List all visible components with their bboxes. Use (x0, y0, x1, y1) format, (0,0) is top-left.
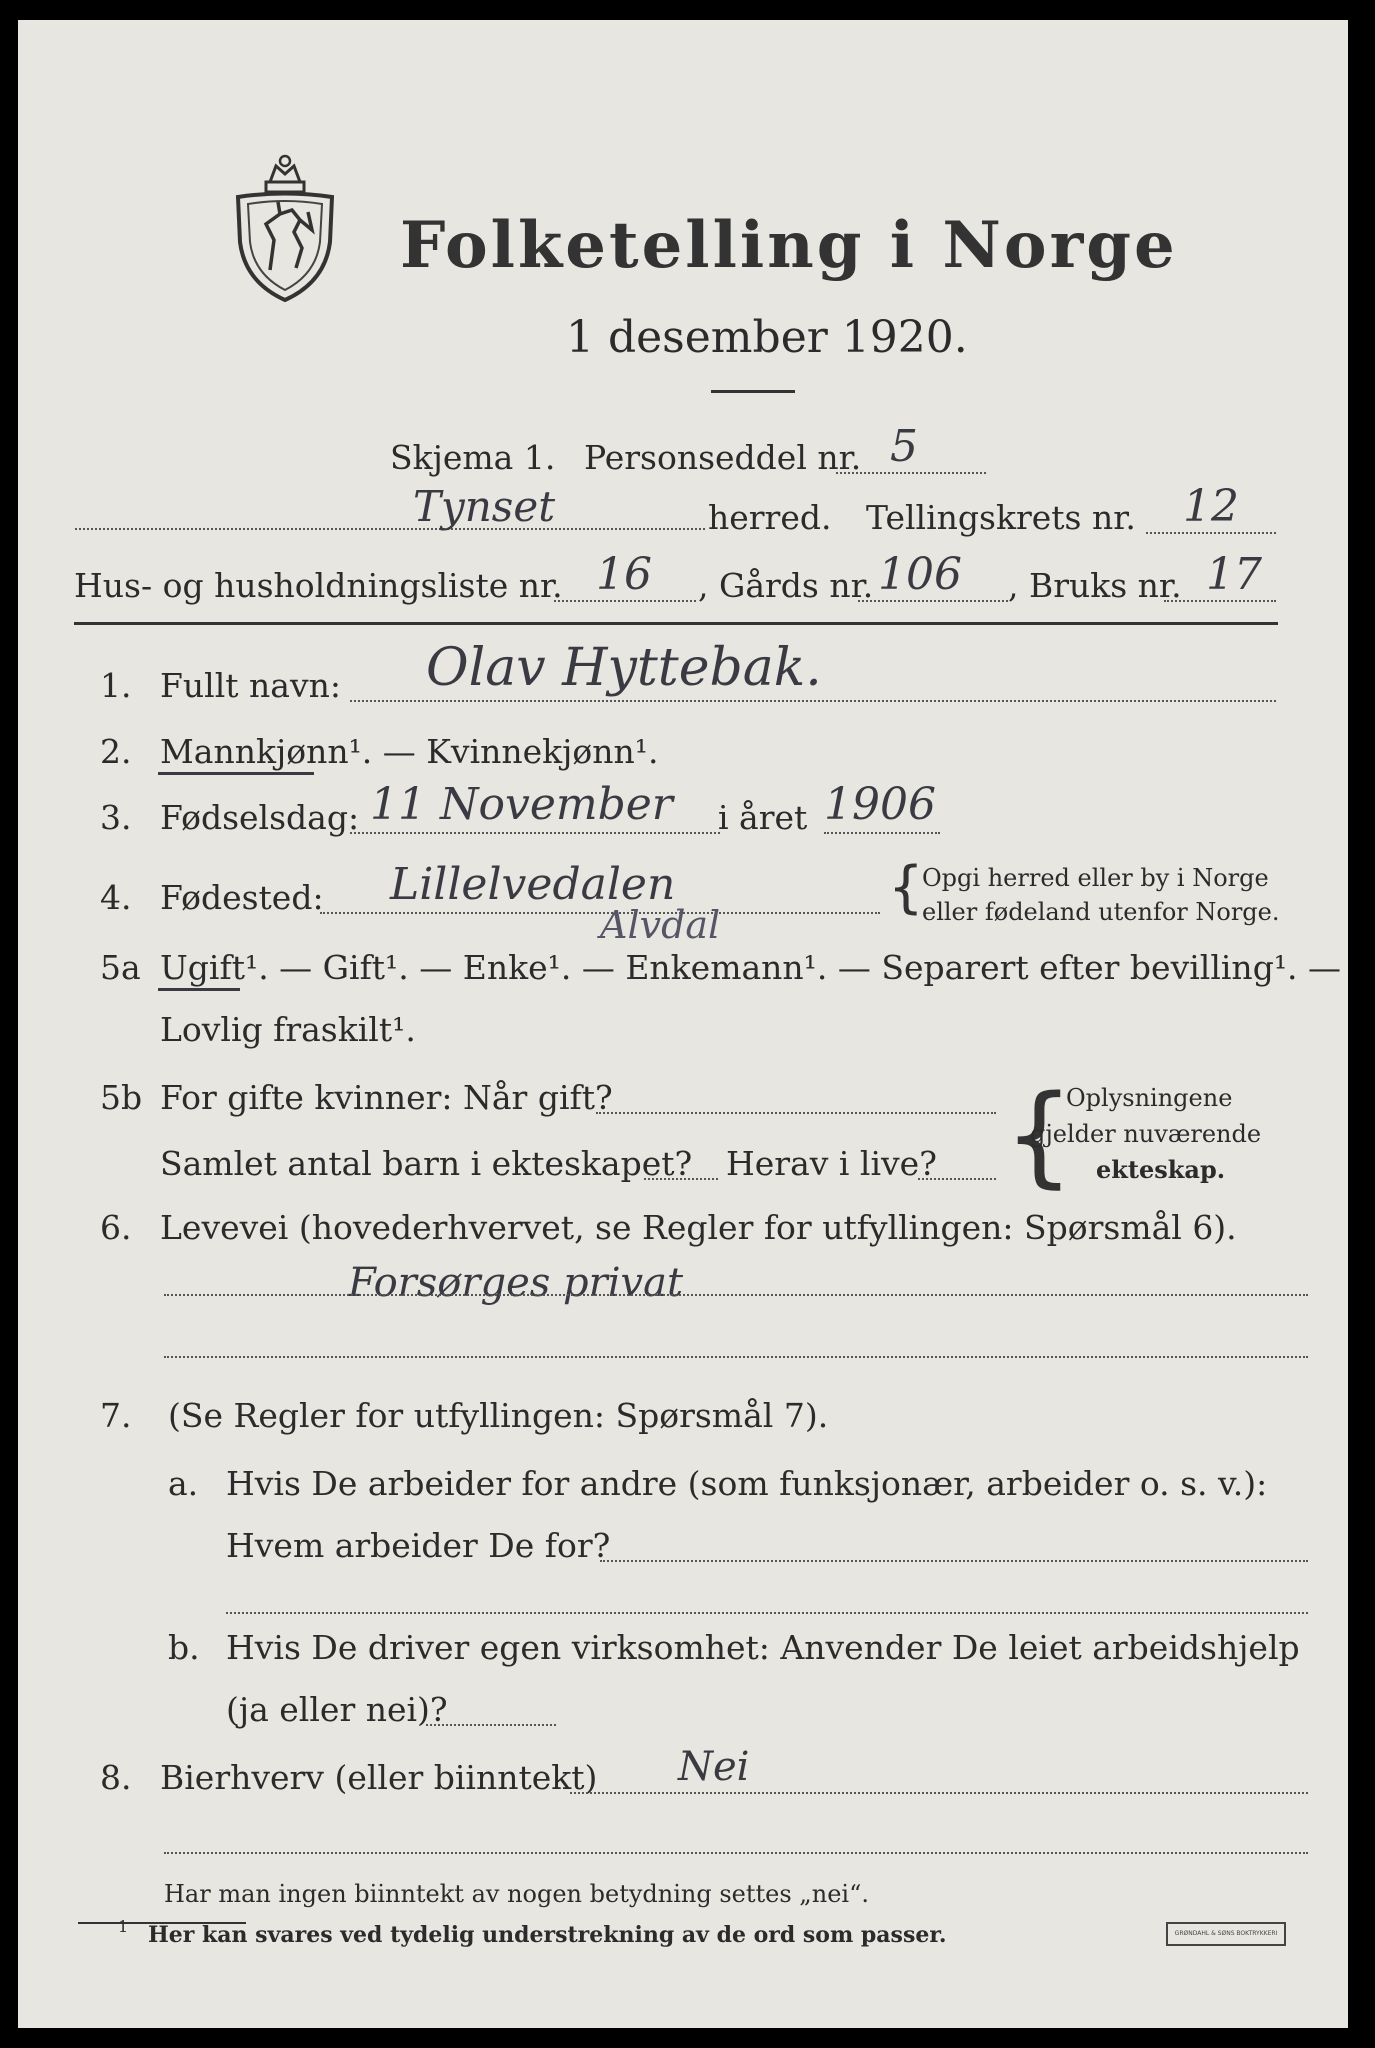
q3-label: Fødselsdag: (160, 798, 360, 837)
norwegian-coat-of-arms-icon (230, 152, 340, 302)
personseddel-label: Personseddel nr. (584, 438, 862, 477)
q5b-alive-line (918, 1178, 996, 1180)
herred-line (75, 528, 705, 530)
tellingskrets-line (1146, 532, 1276, 534)
q4-label: Fødested: (160, 878, 324, 917)
q1-line (350, 700, 1276, 702)
q7b-line1: Hvis De driver egen virksomhet: Anvender De leiet arbeidshjelp (226, 1628, 1300, 1667)
q3-day-line (350, 832, 720, 834)
herred-value: Tynset (413, 482, 556, 531)
form-title: Folketelling i Norge (400, 208, 1178, 283)
q8-number: 8. (100, 1758, 132, 1797)
q8-line (570, 1792, 1308, 1794)
husliste-label: Hus- og husholdningsliste nr. (74, 566, 563, 605)
q5b-children-label: Samlet antal barn i ekteskapet? (160, 1144, 693, 1183)
q5b-line1: For gifte kvinner: Når gift? (160, 1078, 613, 1117)
printer-stamp-text: GRØNDAHL & SØNS BOKTRYKKERI (1174, 1930, 1278, 1937)
q5b-note-line1: Oplysningene (1066, 1084, 1233, 1112)
q4-number: 4. (100, 878, 132, 917)
q5b-children-line (644, 1178, 718, 1180)
skjema-label: Skjema 1. (390, 438, 556, 477)
bruks-label: , Bruks nr. (1008, 566, 1182, 605)
q1-number: 1. (100, 666, 132, 705)
q7b-line2: (ja eller nei)? (226, 1690, 448, 1729)
bruks-line (1164, 600, 1276, 602)
q6-line1 (164, 1294, 1308, 1296)
herred-label: herred. (708, 498, 832, 537)
q5b-note-line3: ekteskap. (1096, 1155, 1226, 1184)
q7a-line1: Hvis De arbeider for andre (som funksjonær, arbeider o. s. v.): (226, 1464, 1268, 1503)
q5a-selection-underline (158, 988, 240, 991)
q4-note-line2: eller fødeland utenfor Norge. (922, 898, 1280, 926)
q5a-line2: Lovlig fraskilt¹. (160, 1010, 416, 1049)
q7a-employer-line2 (226, 1612, 1308, 1614)
q5b-married-line (596, 1112, 996, 1114)
q8-value: Nei (678, 1744, 750, 1790)
q3-year-value: 1906 (824, 779, 936, 830)
q3-year-line (824, 832, 940, 834)
q6-line2 (164, 1356, 1308, 1358)
q5b-alive-label: Herav i live? (726, 1144, 937, 1183)
title-divider (711, 390, 795, 393)
header-rule (74, 622, 1278, 625)
printer-stamp (1166, 1922, 1286, 1946)
q1-label: Fullt navn: (160, 666, 341, 705)
husliste-line (554, 600, 696, 602)
q7a-number: a. (168, 1464, 199, 1503)
q4-note-line1: Opgi herred eller by i Norge (922, 864, 1269, 892)
personseddel-value: 5 (890, 421, 918, 472)
personseddel-line (836, 472, 986, 474)
tellingskrets-value: 12 (1183, 481, 1239, 532)
q2-selection-underline (158, 772, 314, 775)
q7a-employer-line (600, 1560, 1308, 1562)
q7b-number: b. (168, 1628, 200, 1667)
q4-birthplace-correction: Alvdal (600, 903, 721, 947)
q5b-note-brace: { (1004, 1071, 1074, 1199)
gards-value: 106 (878, 549, 962, 600)
q2-number: 2. (100, 732, 132, 771)
q3-day-value: 11 November (370, 779, 673, 830)
q3-year-label: i året (718, 798, 808, 837)
q7b-answer-line (426, 1724, 556, 1726)
q8-label: Bierhverv (eller biinntekt) (160, 1758, 598, 1797)
q1-full-name-value: Olav Hyttebak. (426, 638, 822, 698)
gards-label: , Gårds nr. (698, 566, 874, 605)
q4-note-brace: { (888, 855, 924, 920)
census-form-page (18, 20, 1348, 2028)
q5b-note-line2: gjelder nuværende (1030, 1120, 1262, 1148)
tellingskrets-label: Tellingskrets nr. (866, 498, 1136, 537)
husliste-value: 16 (596, 549, 652, 600)
q5b-number: 5b (100, 1078, 143, 1117)
q6-number: 6. (100, 1208, 132, 1247)
bruks-value: 17 (1206, 549, 1262, 600)
q7-number: 7. (100, 1396, 132, 1435)
q6-label: Levevei (hovederhvervet, se Regler for utfyllingen: Spørsmål 6). (160, 1208, 1237, 1247)
q5a-marital-options: Ugift¹. — Gift¹. — Enke¹. — Enkemann¹. — Separert efter bevilling¹. — (160, 948, 1342, 987)
q7a-employer-label: Hvem arbeider De for? (226, 1526, 611, 1565)
biinntekt-note: Har man ingen biinntekt av nogen betydning settes „nei“. (164, 1880, 869, 1908)
q5a-number: 5a (100, 948, 141, 987)
q3-number: 3. (100, 798, 132, 837)
footnote-text: Her kan svares ved tydelig understrekning av de ord som passer. (148, 1922, 947, 1948)
gards-line (858, 600, 1008, 602)
q4-birthplace-value: Lillelvedalen (390, 859, 676, 910)
footnote-mark: 1 (118, 1917, 129, 1936)
q2-sex-options: Mannkjønn¹. — Kvinnekjønn¹. (160, 732, 659, 771)
census-date: 1 desember 1920. (566, 312, 968, 363)
q6-occupation-value: Forsørges privat (348, 1260, 684, 1306)
q7-label: (Se Regler for utfyllingen: Spørsmål 7). (168, 1396, 829, 1435)
q8-line2 (164, 1852, 1308, 1854)
